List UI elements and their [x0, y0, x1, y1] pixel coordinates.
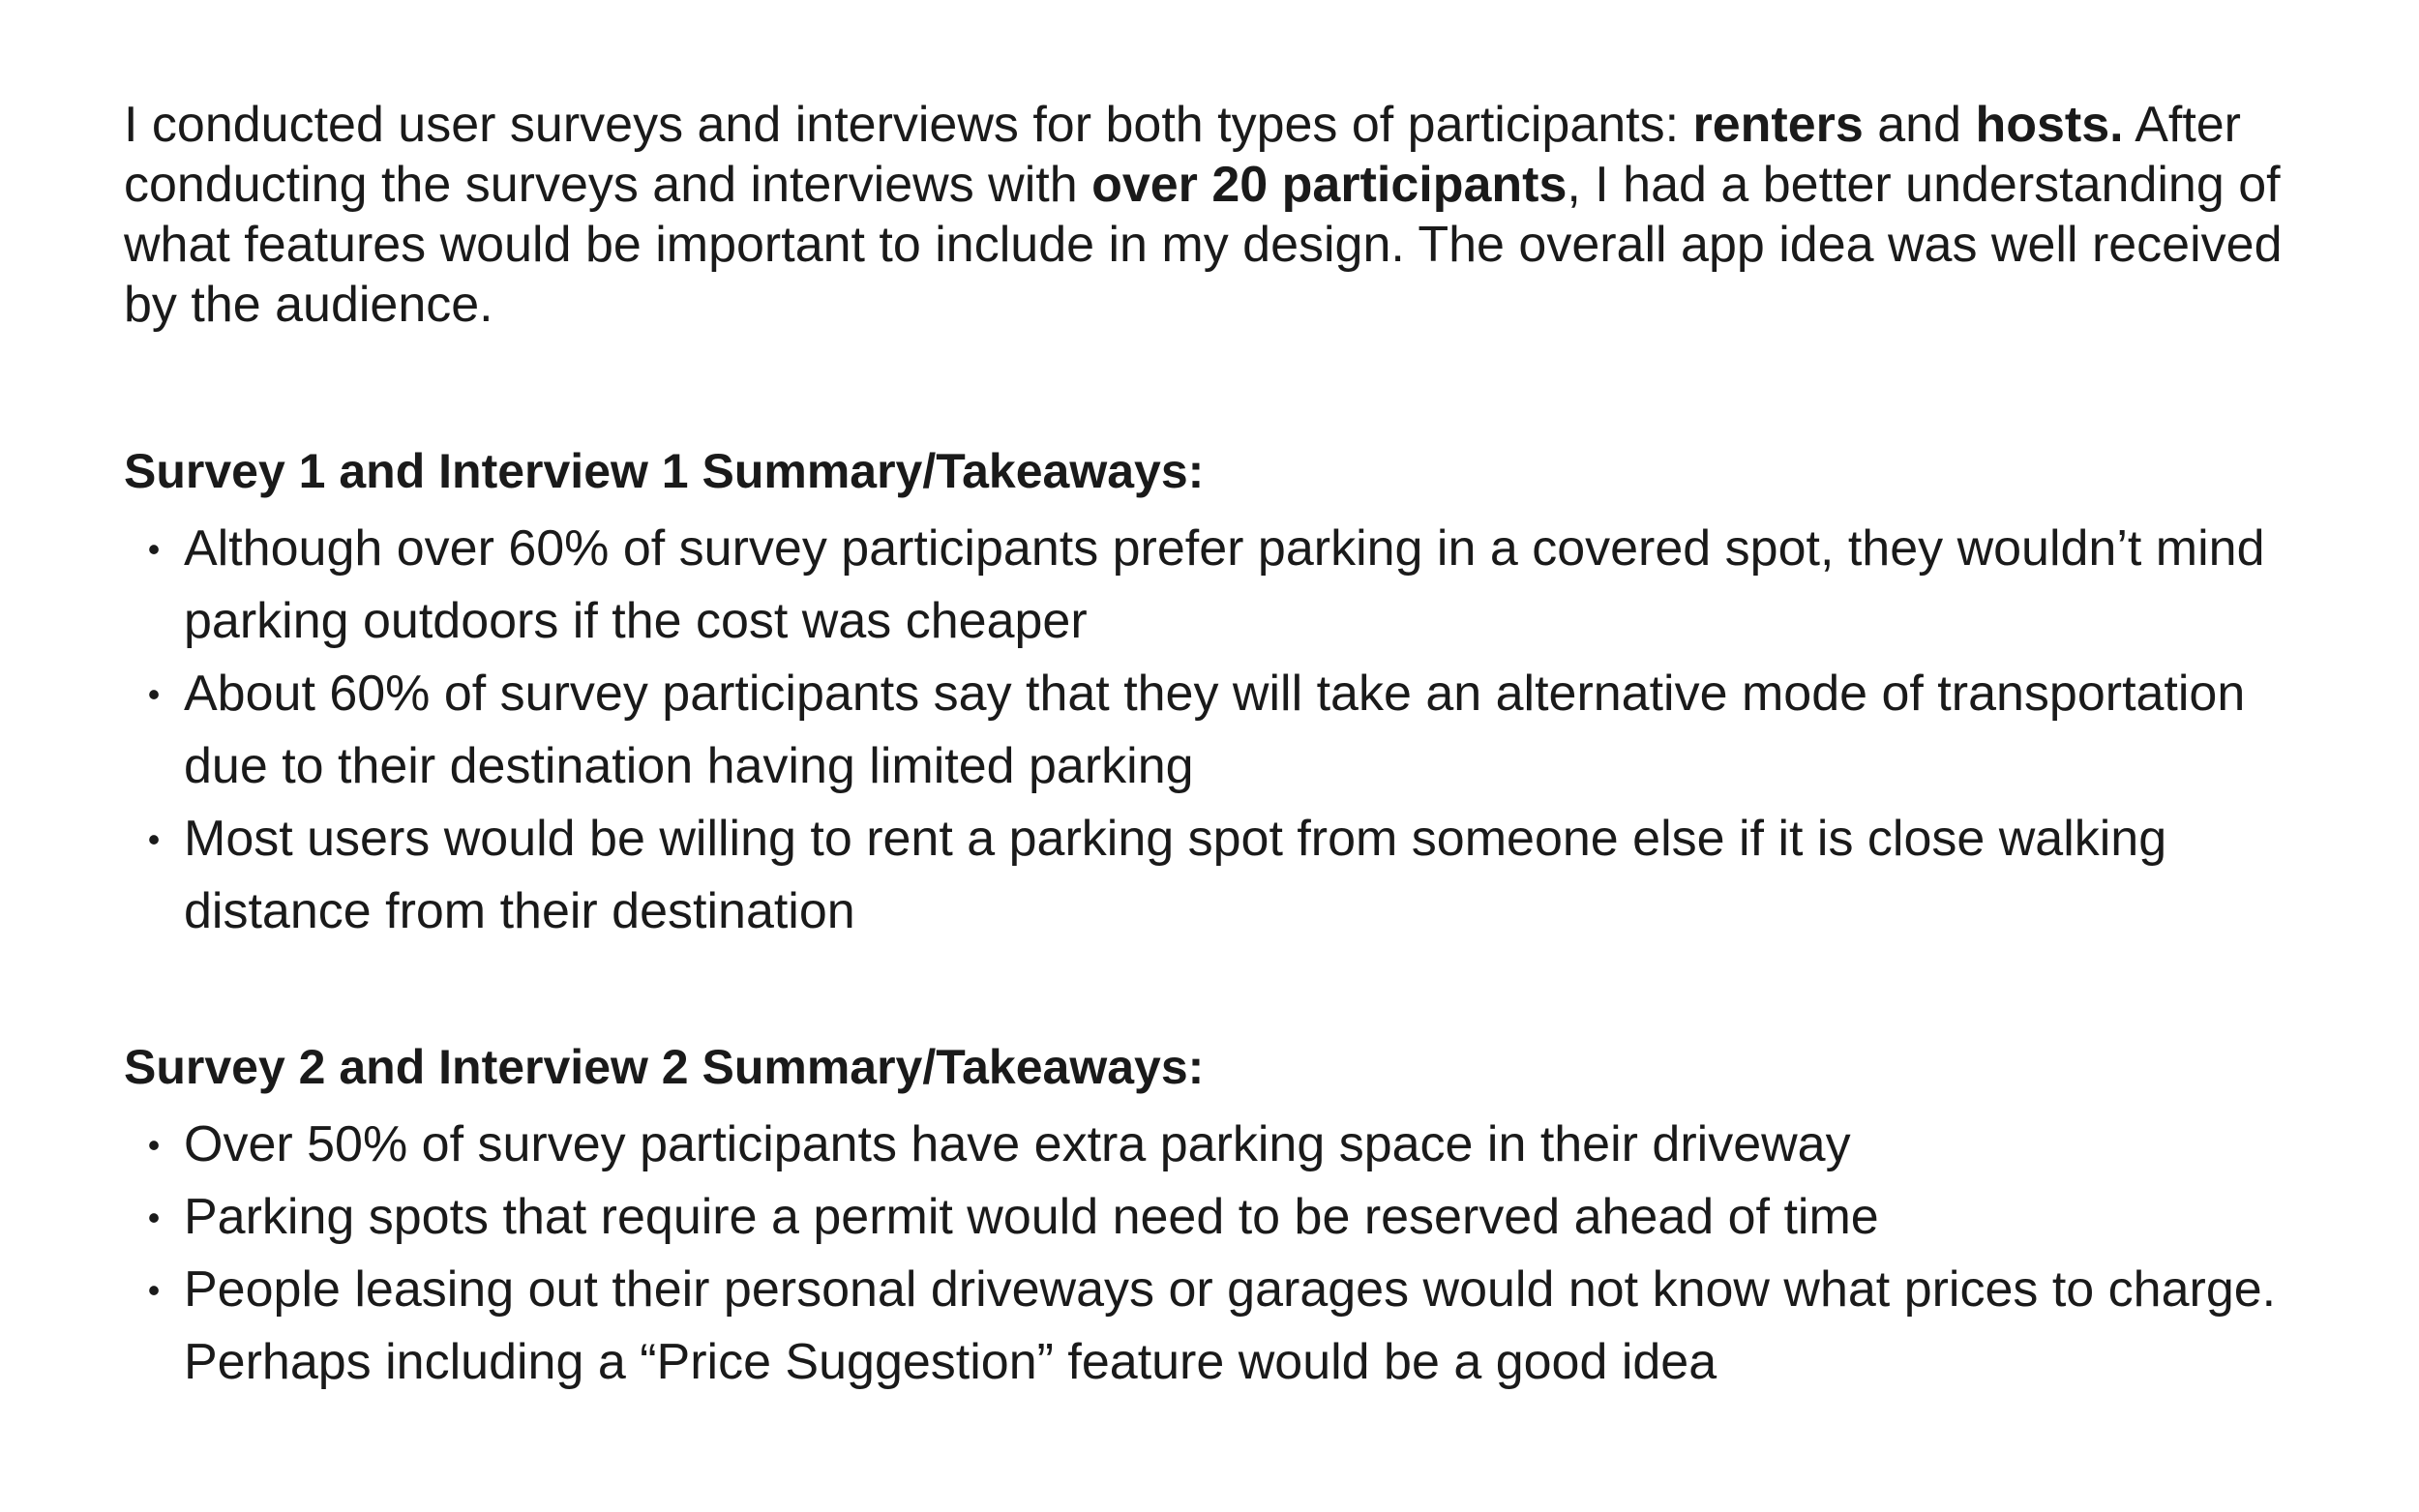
list-item-text: Over 50% of survey participants have extra parking space in their driveway [184, 1116, 1851, 1172]
intro-paragraph [124, 95, 2291, 335]
bullet-icon: • [147, 674, 161, 714]
list-item-text: About 60% of survey participants say that they will take an alternative mode of transportation due to their destination having limited parking [184, 666, 2246, 794]
section-heading-survey-1: Survey 1 and Interview 1 Summary/Takeaways: [124, 444, 1205, 498]
list-item [124, 1181, 2340, 1254]
list-item [124, 513, 2340, 658]
takeaways-list-survey-2 [124, 1109, 2340, 1399]
list-item [124, 658, 2340, 803]
takeaways-list-survey-1 [124, 513, 2340, 948]
list-item [124, 803, 2340, 948]
list-item [124, 1254, 2340, 1399]
intro-bold-renters: renters [1692, 97, 1864, 153]
document-body [124, 95, 2340, 1399]
section-heading-survey-2: Survey 2 and Interview 2 Summary/Takeaways: [124, 1040, 1205, 1094]
bullet-icon: • [147, 1270, 161, 1310]
list-item-text: Most users would be willing to rent a parking spot from someone else if it is close walking distance from their destination [184, 811, 2167, 939]
intro-text: , I had a better understanding of what features would be important to include in my design. The overall app idea was well received by the audience. [124, 157, 2283, 333]
intro-text: and [1863, 97, 1976, 153]
bullet-icon: • [147, 529, 161, 569]
bullet-icon: • [147, 1198, 161, 1237]
list-item-text: Parking spots that require a permit would need to be reserved ahead of time [184, 1189, 1879, 1245]
list-item-text: People leasing out their personal driveways or garages would not know what prices to charge. Perhaps including a “Price Suggestion” feature would be a good idea [184, 1261, 2277, 1390]
list-item [124, 1109, 2340, 1181]
list-item-text: Although over 60% of survey participants prefer parking in a covered spot, they wouldn’t mind parking outdoors if the cost was cheaper [184, 520, 2265, 649]
bullet-icon: • [147, 819, 161, 859]
intro-text: After conducting the surveys and interviews with [124, 97, 2242, 213]
intro-bold-hosts: hosts. [1975, 97, 2124, 153]
intro-bold-participants: over 20 participants [1091, 157, 1568, 213]
intro-text: I conducted user surveys and interviews for both types of participants: [124, 97, 1693, 153]
bullet-icon: • [147, 1125, 161, 1165]
